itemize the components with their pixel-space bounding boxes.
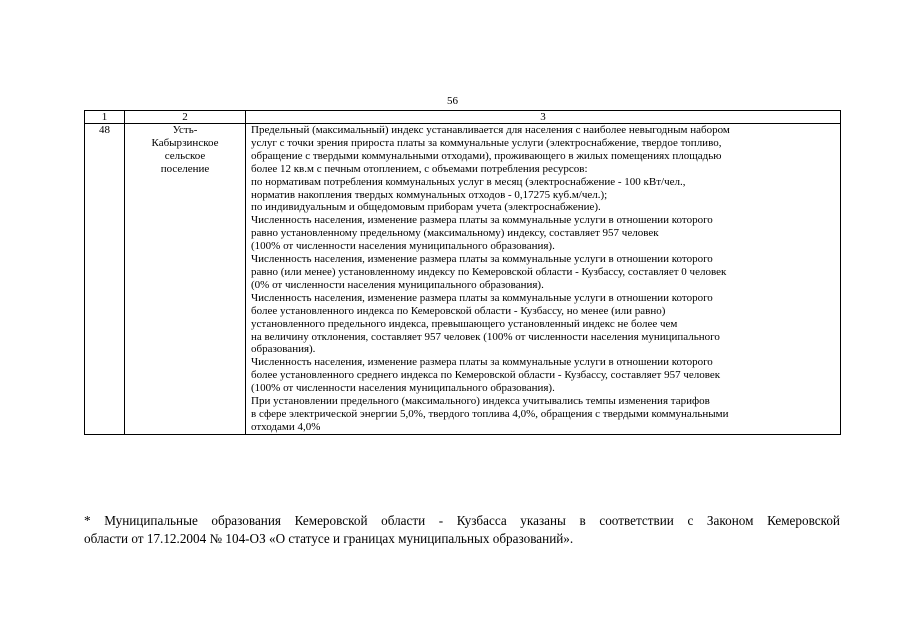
column-header-2: 2 xyxy=(125,111,246,124)
description-line: в сфере электрической энергии 5,0%, твердого топлива 4,0%, обращения с твердыми коммунальными xyxy=(251,407,729,420)
municipality-name xyxy=(125,124,246,435)
row-number: 48 xyxy=(85,124,125,435)
description-line: (100% от численности населения муниципального образования). xyxy=(251,382,555,395)
description-line: Численность населения, изменение размера платы за коммунальные услуги в отношении которого xyxy=(251,214,713,227)
description-line: образования). xyxy=(251,343,316,356)
description-line: на величину отклонения, составляет 957 человек (100% от численности населения муниципального xyxy=(251,330,720,343)
description-line: более установленного среднего индекса по Кемеровской области - Кузбассу, составляет 957 человек xyxy=(251,369,721,382)
footnote xyxy=(84,512,840,547)
municipality-line: Усть- xyxy=(172,124,198,136)
column-header-3: 3 xyxy=(246,111,841,124)
description-line: (0% от численности населения муниципального образования). xyxy=(251,278,544,291)
description-line: Численность населения, изменение размера платы за коммунальные услуги в отношении которого xyxy=(251,291,713,304)
table-header-row xyxy=(85,111,841,124)
description-line: равно (или менее) установленному индексу по Кемеровской области - Кузбассу, составляет 0 человек xyxy=(251,265,727,278)
description-line: обращение с твердыми коммунальными отходами), проживающего в жилых помещениях площадью xyxy=(251,149,722,162)
municipality-line: поселение xyxy=(160,162,210,175)
description-line: Численность населения, изменение размера платы за коммунальные услуги в отношении которого xyxy=(251,253,713,266)
description-line: равно установленному предельному (максимальному) индексу, составляет 957 человек xyxy=(251,227,659,240)
description-line: Предельный (максимальный) индекс устанавливается для населения с наиболее невыгодным набором xyxy=(251,124,730,136)
description-line: по нормативам потребления коммунальных услуг в месяц (электроснабжение - 100 кВт/чел., xyxy=(251,175,686,188)
description-line: более 12 кв.м с печным отоплением, с объемами потребления ресурсов: xyxy=(251,162,588,175)
description-line: отходами 4,0% xyxy=(251,420,321,433)
description-line: (100% от численности населения муниципального образования). xyxy=(251,240,555,253)
municipality-line: сельское xyxy=(164,149,206,162)
footnote-line: области от 17.12.2004 № 104-ОЗ «О статусе и границах муниципальных образований». xyxy=(84,530,574,546)
data-table xyxy=(84,110,841,435)
description-line: установленного предельного индекса, превышающего установленный индекс не более чем xyxy=(251,317,678,330)
description-line: более установленного индекса по Кемеровской области - Кузбассу, но менее (или равно) xyxy=(251,304,666,317)
index-description xyxy=(246,124,841,435)
page-number: 56 xyxy=(447,95,458,107)
footnote-line: * Муниципальные образования Кемеровской области - Кузбасса указаны в соответствии с Законом Кемеровской xyxy=(84,513,840,528)
description-line: услуг с точки зрения прироста платы за коммунальные услуги (электроснабжение, твердое топливо, xyxy=(251,136,722,149)
description-line: по индивидуальным и общедомовым приборам учета (электроснабжение). xyxy=(251,201,601,214)
municipality-line: Кабырзинское xyxy=(151,136,219,149)
description-line: Численность населения, изменение размера платы за коммунальные услуги в отношении которого xyxy=(251,356,713,369)
table-row xyxy=(85,124,841,435)
column-header-1: 1 xyxy=(85,111,125,124)
description-line: При установлении предельного (максимального) индекса учитывались темпы изменения тарифов xyxy=(251,395,710,408)
description-line: норматив накопления твердых коммунальных отходов - 0,17275 куб.м/чел.); xyxy=(251,188,608,201)
